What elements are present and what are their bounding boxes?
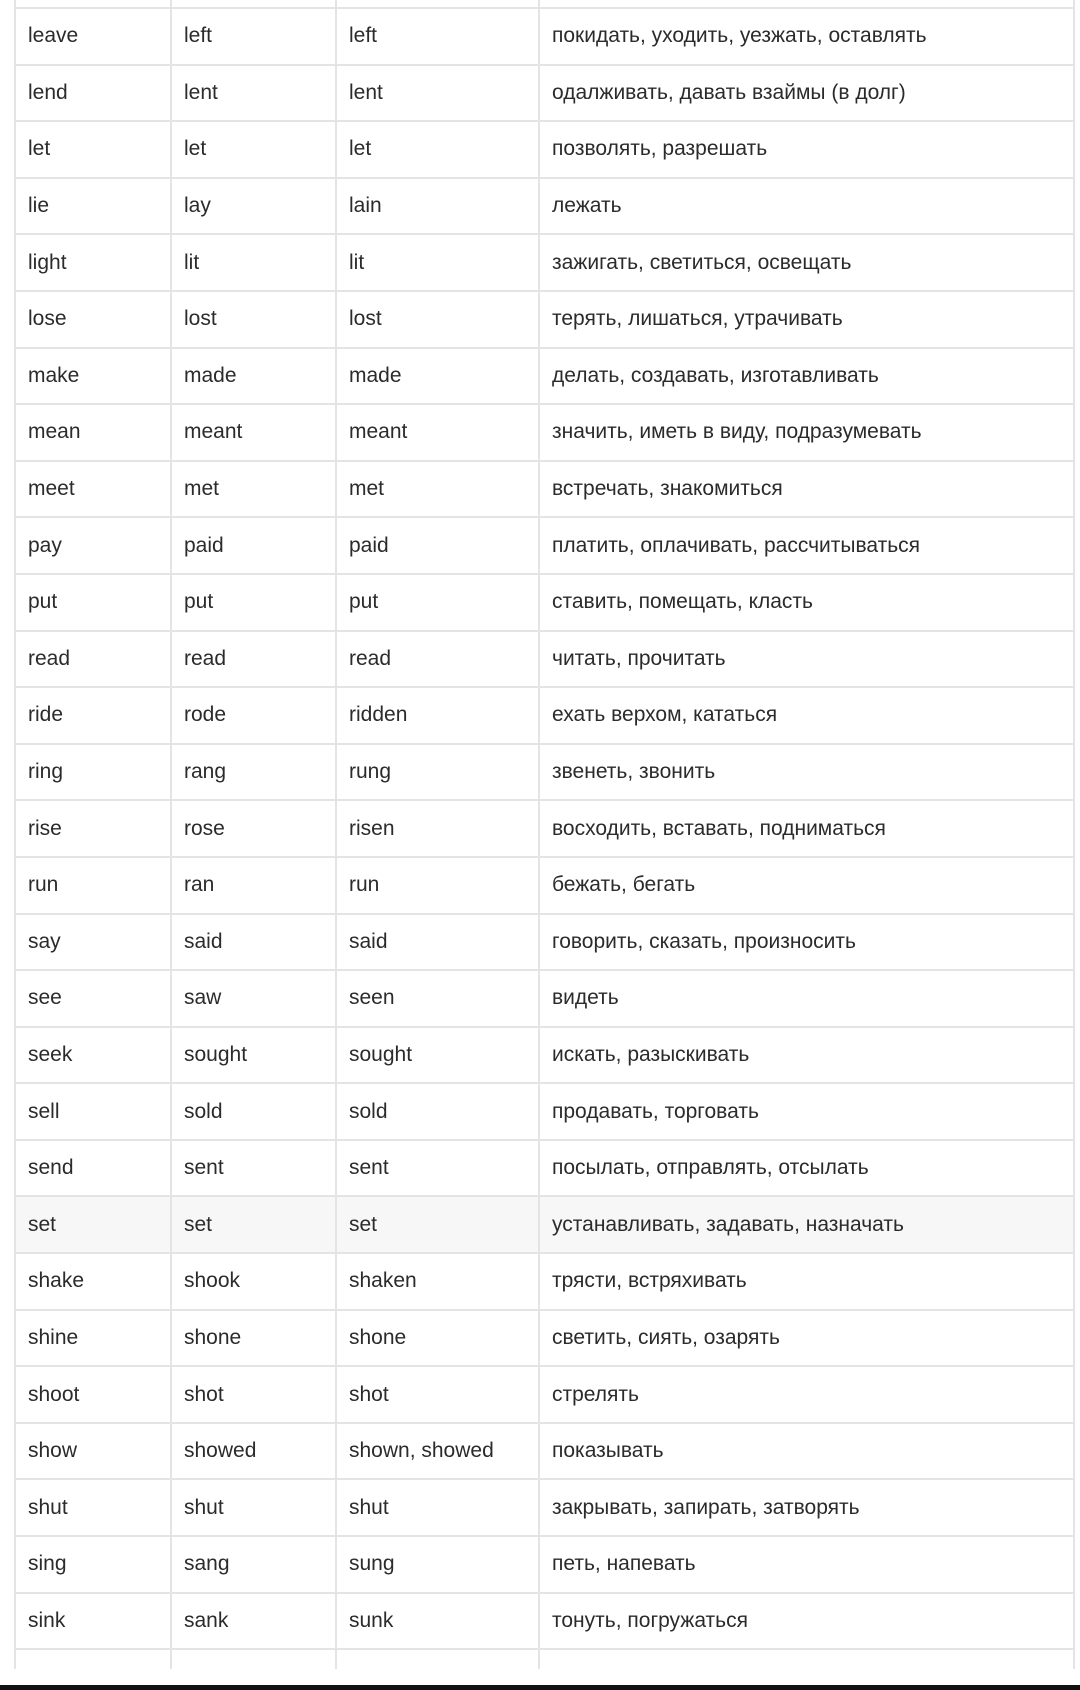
verb-past-participle-cell: lit <box>336 234 539 291</box>
verb-translation-cell: терять, лишаться, утрачивать <box>539 291 1074 348</box>
verb-past-simple-cell: put <box>171 574 336 631</box>
verb-base-form-cell: send <box>15 1140 171 1197</box>
verb-translation-cell: лежать <box>539 178 1074 235</box>
table-row <box>15 914 1074 971</box>
verb-base-form-cell: run <box>15 857 171 914</box>
verb-past-simple-cell: shook <box>171 1253 336 1310</box>
verb-base-form-cell: see <box>15 970 171 1027</box>
verb-translation-cell: встречать, знакомиться <box>539 461 1074 518</box>
verb-base-form-cell: read <box>15 631 171 688</box>
verb-translation-cell: ехать верхом, кататься <box>539 687 1074 744</box>
verb-past-simple-cell: met <box>171 461 336 518</box>
verb-translation-cell: искать, разыскивать <box>539 1027 1074 1084</box>
verb-base-form-cell: lie <box>15 178 171 235</box>
verb-past-participle-cell: meant <box>336 404 539 461</box>
verb-translation-cell: тонуть, погружаться <box>539 1593 1074 1650</box>
verb-past-participle-cell: paid <box>336 517 539 574</box>
table-row-partial-top <box>15 0 1074 8</box>
verb-past-participle-cell: sunk <box>336 1593 539 1650</box>
table-row <box>15 8 1074 65</box>
verb-table-body <box>15 0 1074 1669</box>
table-row <box>15 970 1074 1027</box>
table-row <box>15 291 1074 348</box>
verb-past-participle-cell: sent <box>336 1140 539 1197</box>
table-row <box>15 1366 1074 1423</box>
table-row-partial-bottom <box>15 1649 1074 1669</box>
verb-past-simple-cell: shot <box>171 1366 336 1423</box>
verb-past-simple-cell: lost <box>171 291 336 348</box>
verb-past-simple-cell: paid <box>171 517 336 574</box>
verb-base-form-cell: leave <box>15 8 171 65</box>
verb-translation-cell: видеть <box>539 970 1074 1027</box>
table-cell-empty <box>336 1649 539 1669</box>
verb-past-participle-cell: sought <box>336 1027 539 1084</box>
verb-past-participle-cell: run <box>336 857 539 914</box>
verb-base-form-cell: meet <box>15 461 171 518</box>
verb-translation-cell: закрывать, запирать, затворять <box>539 1479 1074 1536</box>
verb-translation-cell: одалживать, давать взаймы (в долг) <box>539 65 1074 122</box>
verb-past-simple-cell: lent <box>171 65 336 122</box>
table-cell-empty <box>171 0 336 8</box>
verb-past-simple-cell: sent <box>171 1140 336 1197</box>
table-cell-empty <box>15 0 171 8</box>
table-row <box>15 517 1074 574</box>
verb-past-simple-cell: read <box>171 631 336 688</box>
verb-past-participle-cell: shut <box>336 1479 539 1536</box>
verb-translation-cell: устанавливать, задавать, назначать <box>539 1196 1074 1253</box>
verb-past-simple-cell: rose <box>171 800 336 857</box>
verb-past-participle-cell: shown, showed <box>336 1423 539 1480</box>
verb-past-participle-cell: let <box>336 121 539 178</box>
verb-base-form-cell: seek <box>15 1027 171 1084</box>
verb-base-form-cell: sink <box>15 1593 171 1650</box>
verb-base-form-cell: make <box>15 348 171 405</box>
verb-base-form-cell: shut <box>15 1479 171 1536</box>
table-row <box>15 1140 1074 1197</box>
irregular-verbs-table-container <box>14 0 1073 1669</box>
table-row <box>15 121 1074 178</box>
verb-translation-cell: трясти, встряхивать <box>539 1253 1074 1310</box>
verb-translation-cell: показывать <box>539 1423 1074 1480</box>
verb-past-simple-cell: lit <box>171 234 336 291</box>
verb-past-simple-cell: ran <box>171 857 336 914</box>
verb-base-form-cell: sing <box>15 1536 171 1593</box>
verb-translation-cell: зажигать, светиться, освещать <box>539 234 1074 291</box>
verb-past-simple-cell: left <box>171 8 336 65</box>
verb-translation-cell: читать, прочитать <box>539 631 1074 688</box>
verb-base-form-cell: ride <box>15 687 171 744</box>
table-row <box>15 1253 1074 1310</box>
verb-translation-cell: позволять, разрешать <box>539 121 1074 178</box>
table-cell-empty <box>15 1649 171 1669</box>
table-row <box>15 234 1074 291</box>
verb-past-participle-cell: risen <box>336 800 539 857</box>
verb-base-form-cell: pay <box>15 517 171 574</box>
verb-past-simple-cell: set <box>171 1196 336 1253</box>
verb-translation-cell: восходить, вставать, подниматься <box>539 800 1074 857</box>
bottom-edge-bar <box>0 1685 1080 1690</box>
verb-past-participle-cell: seen <box>336 970 539 1027</box>
verb-base-form-cell: let <box>15 121 171 178</box>
verb-translation-cell: петь, напевать <box>539 1536 1074 1593</box>
verb-past-participle-cell: sung <box>336 1536 539 1593</box>
verb-base-form-cell: put <box>15 574 171 631</box>
table-row <box>15 1027 1074 1084</box>
verb-base-form-cell: mean <box>15 404 171 461</box>
verb-past-participle-cell: sold <box>336 1083 539 1140</box>
table-cell-empty <box>336 0 539 8</box>
table-row <box>15 1083 1074 1140</box>
verb-past-participle-cell: rung <box>336 744 539 801</box>
verb-past-simple-cell: said <box>171 914 336 971</box>
verb-base-form-cell: lend <box>15 65 171 122</box>
verb-past-participle-cell: read <box>336 631 539 688</box>
verb-base-form-cell: ring <box>15 744 171 801</box>
table-row <box>15 404 1074 461</box>
table-row <box>15 574 1074 631</box>
verb-past-simple-cell: sang <box>171 1536 336 1593</box>
verb-base-form-cell: shine <box>15 1310 171 1367</box>
verb-past-participle-cell: lost <box>336 291 539 348</box>
verb-past-participle-cell: shot <box>336 1366 539 1423</box>
table-row <box>15 1423 1074 1480</box>
verb-past-participle-cell: shaken <box>336 1253 539 1310</box>
verb-past-simple-cell: shone <box>171 1310 336 1367</box>
verb-translation-cell: светить, сиять, озарять <box>539 1310 1074 1367</box>
table-cell-empty <box>539 1649 1074 1669</box>
verb-base-form-cell: set <box>15 1196 171 1253</box>
verb-past-participle-cell: set <box>336 1196 539 1253</box>
verb-past-participle-cell: lent <box>336 65 539 122</box>
verb-translation-cell: стрелять <box>539 1366 1074 1423</box>
verb-past-participle-cell: ridden <box>336 687 539 744</box>
verb-past-participle-cell: said <box>336 914 539 971</box>
verb-past-simple-cell: sought <box>171 1027 336 1084</box>
verb-past-participle-cell: met <box>336 461 539 518</box>
table-cell-empty <box>171 1649 336 1669</box>
table-row <box>15 1536 1074 1593</box>
verb-translation-cell: покидать, уходить, уезжать, оставлять <box>539 8 1074 65</box>
verb-translation-cell: значить, иметь в виду, подразумевать <box>539 404 1074 461</box>
verb-base-form-cell: lose <box>15 291 171 348</box>
table-row <box>15 1310 1074 1367</box>
verb-translation-cell: продавать, торговать <box>539 1083 1074 1140</box>
verb-base-form-cell: say <box>15 914 171 971</box>
verb-base-form-cell: show <box>15 1423 171 1480</box>
verb-past-participle-cell: put <box>336 574 539 631</box>
irregular-verbs-table <box>14 0 1075 1669</box>
verb-past-participle-cell: left <box>336 8 539 65</box>
verb-translation-cell: посылать, отправлять, отсылать <box>539 1140 1074 1197</box>
verb-translation-cell: делать, создавать, изготавливать <box>539 348 1074 405</box>
table-row <box>15 178 1074 235</box>
verb-past-simple-cell: lay <box>171 178 336 235</box>
verb-translation-cell: платить, оплачивать, рассчитываться <box>539 517 1074 574</box>
verb-past-participle-cell: lain <box>336 178 539 235</box>
table-row <box>15 1479 1074 1536</box>
table-row <box>15 744 1074 801</box>
verb-base-form-cell: sell <box>15 1083 171 1140</box>
verb-translation-cell: говорить, сказать, произносить <box>539 914 1074 971</box>
verb-translation-cell: звенеть, звонить <box>539 744 1074 801</box>
verb-base-form-cell: shoot <box>15 1366 171 1423</box>
verb-past-simple-cell: rode <box>171 687 336 744</box>
table-row <box>15 1593 1074 1650</box>
verb-past-simple-cell: sank <box>171 1593 336 1650</box>
verb-translation-cell: ставить, помещать, класть <box>539 574 1074 631</box>
table-row <box>15 800 1074 857</box>
table-row <box>15 65 1074 122</box>
verb-past-simple-cell: meant <box>171 404 336 461</box>
verb-past-simple-cell: let <box>171 121 336 178</box>
table-row <box>15 631 1074 688</box>
verb-past-participle-cell: made <box>336 348 539 405</box>
table-row <box>15 687 1074 744</box>
table-row <box>15 461 1074 518</box>
table-row <box>15 348 1074 405</box>
verb-past-simple-cell: sold <box>171 1083 336 1140</box>
verb-base-form-cell: rise <box>15 800 171 857</box>
verb-past-simple-cell: saw <box>171 970 336 1027</box>
verb-translation-cell: бежать, бегать <box>539 857 1074 914</box>
table-row <box>15 857 1074 914</box>
verb-past-simple-cell: showed <box>171 1423 336 1480</box>
verb-past-simple-cell: rang <box>171 744 336 801</box>
verb-past-participle-cell: shone <box>336 1310 539 1367</box>
verb-past-simple-cell: made <box>171 348 336 405</box>
table-row <box>15 1196 1074 1253</box>
verb-past-simple-cell: shut <box>171 1479 336 1536</box>
verb-base-form-cell: shake <box>15 1253 171 1310</box>
table-cell-empty <box>539 0 1074 8</box>
verb-base-form-cell: light <box>15 234 171 291</box>
